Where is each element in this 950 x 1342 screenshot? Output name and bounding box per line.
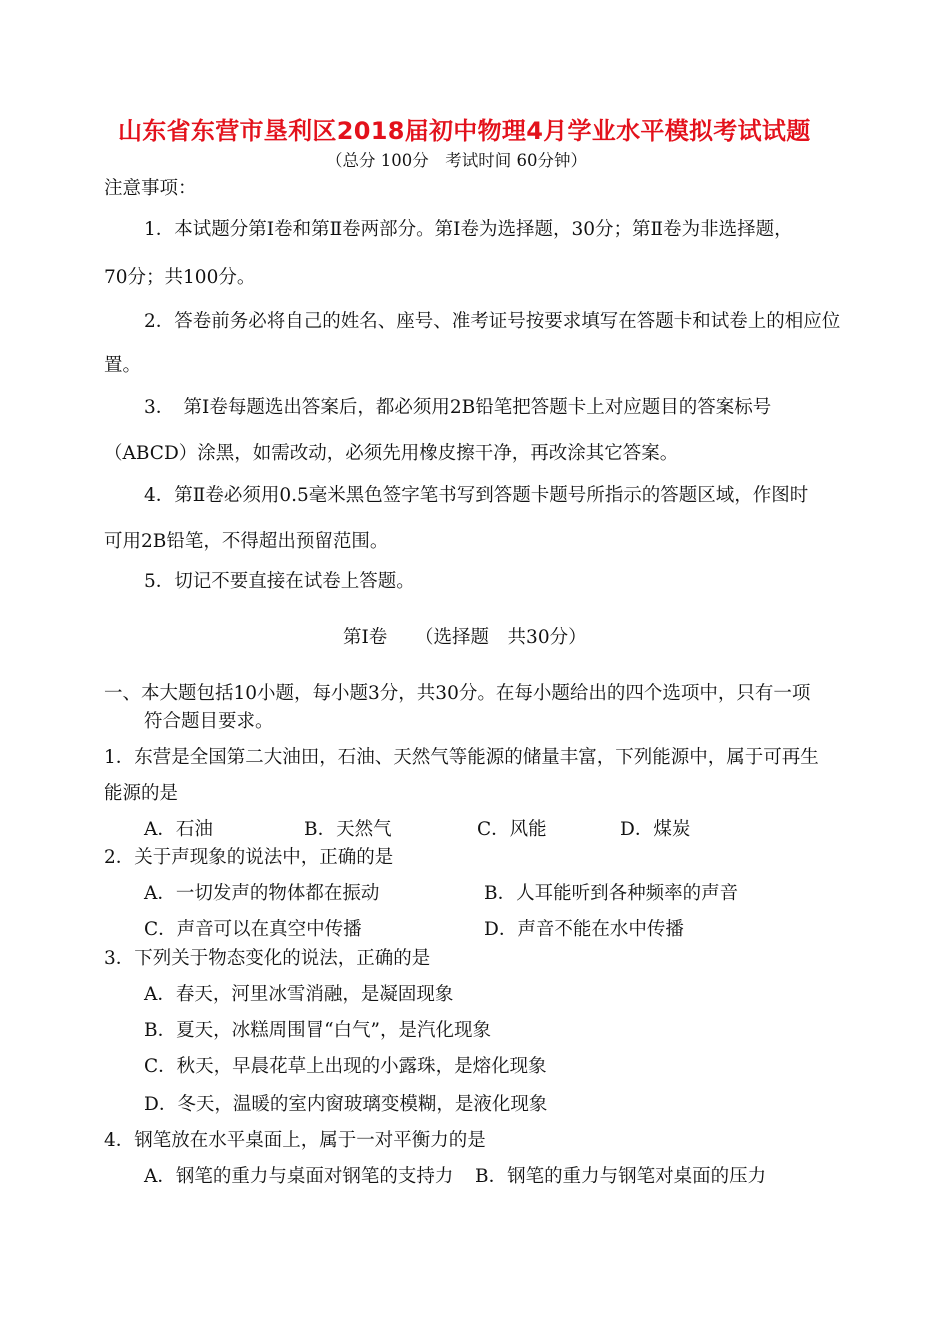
q3-option-b: B．夏天，冰糕周围冒“白气”，是汽化现象 (144, 1020, 492, 1041)
note-3-line-2: （ABCD）涂黑，如需改动，必须先用橡皮擦干净，再改涂其它答案。 (104, 443, 679, 464)
q4-stem: 4．钢笔放在水平桌面上，属于一对平衡力的是 (104, 1130, 486, 1151)
q1-option-a: A．石油 (144, 819, 213, 840)
q2-option-a: A．一切发声的物体都在振动 (144, 883, 380, 904)
note-1-line-2: 70分；共100分。 (104, 267, 256, 288)
q3-option-d: D．冬天，温暖的室内窗玻璃变模糊，是液化现象 (144, 1094, 548, 1115)
q2-option-b: B．人耳能听到各种频率的声音 (484, 883, 739, 904)
page-title: 山东省东营市垦利区2018届初中物理4月学业水平模拟考试试题 (118, 117, 811, 145)
note-3-line-1: 3． 第Ⅰ卷每题选出答案后，都必须用2B铅笔把答题卡上对应题目的答案标号 (144, 397, 772, 418)
notes-heading: 注意事项： (104, 178, 197, 199)
q1-stem-line-2: 能源的是 (104, 783, 179, 804)
q4-option-b: B．钢笔的重力与钢笔对桌面的压力 (475, 1166, 767, 1187)
q2-option-d: D．声音不能在水中传播 (484, 919, 684, 940)
q4-option-a: A．钢笔的重力与桌面对钢笔的支持力 (144, 1166, 454, 1187)
q3-option-a: A．春天，河里冰雪消融，是凝固现象 (144, 984, 454, 1005)
note-2-line-1: 2．答卷前务必将自己的姓名、座号、准考证号按要求填写在答题卡和试卷上的相应位 (144, 311, 841, 332)
q1-option-d: D．煤炭 (620, 819, 691, 840)
q3-stem: 3．下列关于物态变化的说法，正确的是 (104, 948, 431, 969)
q1-option-b: B．天然气 (304, 819, 392, 840)
section-title: 第Ⅰ卷 （选择题 共30分） (343, 627, 587, 648)
page-subtitle: （总分 100分 考试时间 60分钟） (326, 151, 587, 170)
q1-option-c: C．风能 (477, 819, 547, 840)
note-4-line-2: 可用2B铅笔，不得超出预留范围。 (104, 531, 389, 552)
q3-option-c: C．秋天，早晨花草上出现的小露珠，是熔化现象 (144, 1056, 547, 1077)
q2-option-c: C．声音可以在真空中传播 (144, 919, 362, 940)
note-1-line-1: 1．本试题分第Ⅰ卷和第Ⅱ卷两部分。第Ⅰ卷为选择题，30分；第Ⅱ卷为非选择题， (144, 219, 793, 240)
note-2-line-2: 置。 (104, 355, 142, 376)
q1-stem-line-1: 1．东营是全国第二大油田，石油、天然气等能源的储量丰富，下列能源中，属于可再生 (104, 747, 819, 768)
section-intro-line-1: 一、本大题包括10小题，每小题3分，共30分。在每小题给出的四个选项中，只有一项 (104, 683, 811, 704)
q2-stem: 2．关于声现象的说法中，正确的是 (104, 847, 394, 868)
note-4-line-1: 4．第Ⅱ卷必须用0.5毫米黑色签字笔书写到答题卡题号所指示的答题区域，作图时 (144, 485, 809, 506)
section-intro-line-2: 符合题目要求。 (144, 711, 274, 732)
note-5: 5．切记不要直接在试卷上答题。 (144, 571, 415, 592)
